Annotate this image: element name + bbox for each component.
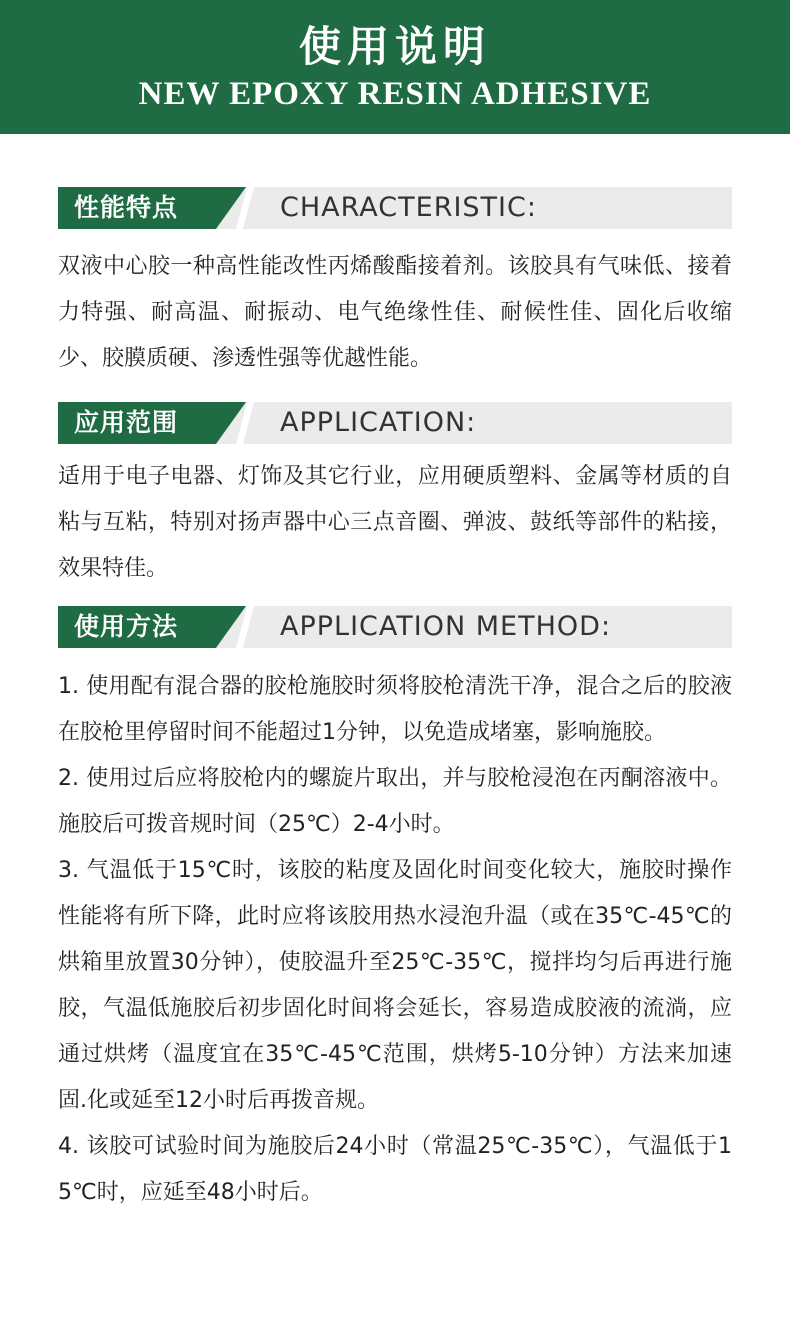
section-title-en: CHARACTERISTIC: [280, 192, 537, 223]
header-banner [0, 0, 790, 134]
section-title-en: APPLICATION METHOD: [280, 611, 612, 642]
method-steps [58, 664, 732, 1216]
characteristic-text: 双液中心胶一种高性能改性丙烯酸酯接着剂。该胶具有气味低、接着力特强、耐高温、耐振动、电气绝缘性佳、耐候性佳、固化后收缩少、胶膜质硬、渗透性强等优越性能。 [58, 254, 732, 371]
section-header-application [58, 402, 732, 444]
section-title-cn: 应用范围 [74, 408, 179, 437]
method-step-1: 1. 使用配有混合器的胶枪施胶时须将胶枪清洗干净，混合之后的胶液在胶枪里停留时间不能超过1分钟，以免造成堵塞，影响施胶。 [58, 674, 732, 745]
section-header-characteristic [58, 187, 732, 229]
method-step-4: 4. 该胶可试验时间为施胶后24小时（常温25℃-35℃），气温低于15℃时，应延至48小时后。 [58, 1134, 732, 1205]
section-header-method [58, 606, 732, 648]
method-step-3: 3. 气温低于15℃时，该胶的粘度及固化时间变化较大，施胶时操作性能将有所下降，此时应将该胶用热水浸泡升温（或在35℃-45℃的烘箱里放置30分钟），使胶温升至25℃-35℃，搅拌均匀后再进行施胶，气温低施胶后初步固化时间将会延长，容易造成胶液的流淌，应通过烘烤（温度宜在35℃-45℃范围，烘烤5-10分钟）方法来加速固.化或延至12小时后再拨音规。 [58, 858, 732, 1113]
page-subtitle: NEW EPOXY RESIN ADHESIVE [138, 76, 652, 112]
method-step-2: 2. 使用过后应将胶枪内的螺旋片取出，并与胶枪浸泡在丙酮溶液中。施胶后可拨音规时间（25℃）2-4小时。 [58, 766, 732, 837]
section-title-en: APPLICATION: [280, 407, 477, 438]
section-title-cn: 使用方法 [74, 612, 179, 641]
page-title: 使用说明 [298, 22, 491, 71]
section-title-cn: 性能特点 [74, 193, 179, 222]
application-text: 适用于电子电器、灯饰及其它行业，应用硬质塑料、金属等材质的自粘与互粘，特别对扬声器中心三点音圈、弹波、鼓纸等部件的粘接，效果特佳。 [58, 464, 732, 581]
